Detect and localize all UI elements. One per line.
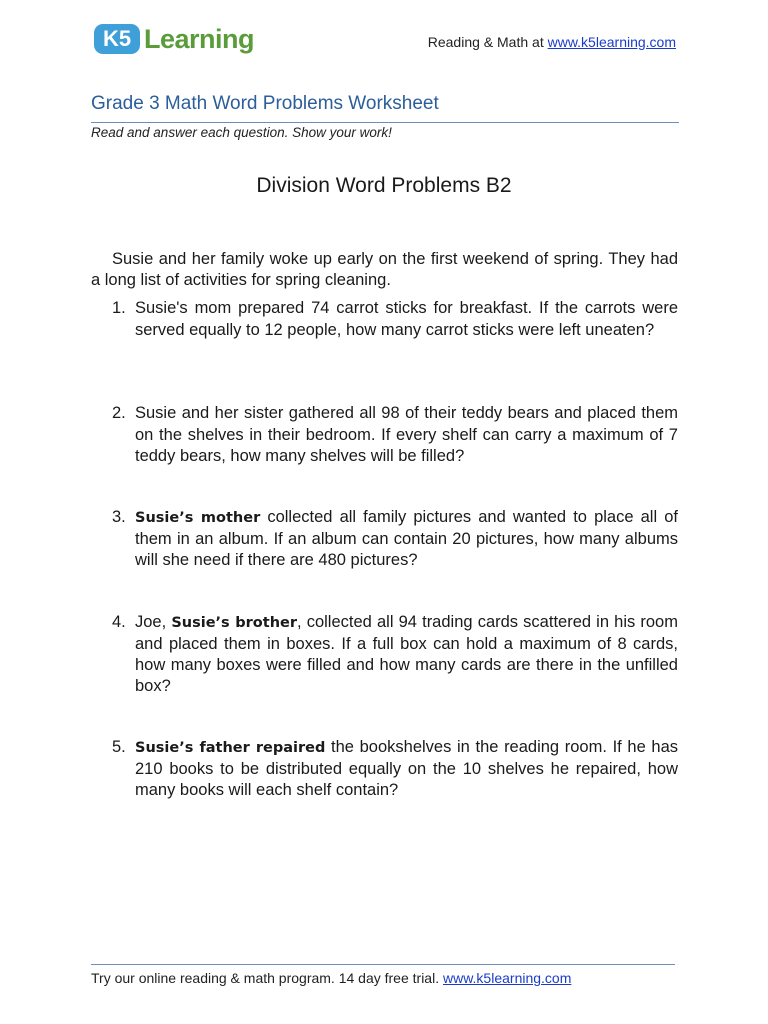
- header-tagline-text: Reading & Math at: [427, 34, 548, 50]
- problem-1: [91, 298, 678, 341]
- logo-badge: K5: [94, 24, 140, 54]
- problem-4: [91, 612, 678, 697]
- problem-text: Susie's mom prepared 74 carrot sticks for breakfast. If the carrots were served equally to 12 people, how many carrot sticks were left uneaten?: [135, 299, 678, 339]
- page-title: Division Word Problems B2: [256, 174, 512, 197]
- problem-text: Susie’s mother collected all family pictures and wanted to place all of them in an album. If an album can contain 20 pictures, how many albums will she need if there are 480 pictures?: [135, 508, 679, 569]
- header-link[interactable]: www.k5learning.com: [547, 34, 676, 50]
- footer-divider: [91, 964, 675, 965]
- problem-text: Susie and her sister gathered all 98 of their teddy bears and placed them on the shelves in their bedroom. If every shelf can carry a maximum of 7 teddy bears, how many shelves will be filled?: [135, 404, 678, 465]
- problem-number: 3.: [112, 508, 126, 526]
- intro-paragraph: Susie and her family woke up early on the first weekend of spring. They had a long list of activities for spring cleaning.: [91, 250, 678, 289]
- header-tagline: [428, 34, 676, 50]
- footer: [91, 970, 571, 986]
- problem-text: Susie’s father repaired the bookshelves in the reading room. If he has 210 books to be distributed equally on the 10 shelves he repaired, how many books will each shelf contain?: [135, 738, 678, 799]
- k5-learning-logo[interactable]: [94, 14, 274, 60]
- problem-number: 2.: [112, 404, 126, 422]
- problem-5: [91, 737, 678, 801]
- footer-link[interactable]: www.k5learning.com: [442, 970, 572, 986]
- header-divider: [91, 122, 679, 123]
- problem-2: [91, 403, 678, 467]
- instructions: Read and answer each question. Show your work!: [91, 125, 392, 140]
- problem-number: 4.: [112, 613, 126, 631]
- problem-number: 5.: [112, 738, 126, 756]
- problem-number: 1.: [112, 299, 126, 317]
- problem-text: Joe, Susie’s brother, collected all 94 trading cards scattered in his room and placed them in boxes. If a full box can hold a maximum of 8 cards, how many boxes were filled and how many cards are there in the unfilled box?: [135, 613, 678, 695]
- worksheet-title: Grade 3 Math Word Problems Worksheet: [91, 93, 439, 114]
- problem-3: [91, 507, 678, 571]
- footer-text: Try our online reading & math program. 14 day free trial.: [91, 970, 443, 986]
- logo-wordmark: Learning: [144, 24, 255, 54]
